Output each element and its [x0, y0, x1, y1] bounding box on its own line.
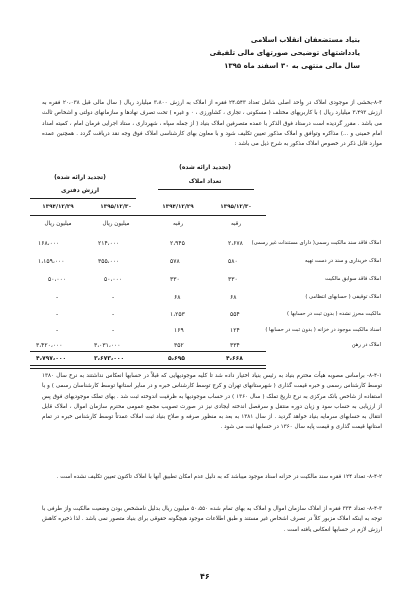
- total-count-1395: ۴،۶۶۸: [226, 355, 243, 362]
- count-group-note: (تجدید ارائه شده): [179, 164, 231, 171]
- total-value-1395: ۳،۶۷۳،۰۰۰: [94, 355, 125, 362]
- cell-count-1394: ۳۳۰: [170, 276, 180, 283]
- cell-value-1394: ۱،۱۵۹،۰۰۰: [38, 258, 65, 265]
- cell-value-1394: ۱۶۸،۰۰۰: [38, 240, 60, 247]
- unit-header-value-1394: میلیون ریال: [44, 221, 72, 227]
- note-paragraph-2: ۸-۴-۲- تعداد ۱۲۴ فقره سند مالکیت در خزانه اسناد موجود میباشد که به دلیل عدم امکان تطبیق آنها با املاک تاکنون تعیین تکلیف نشده است .: [56, 474, 382, 480]
- col-header-value-1394: ۱۳۹۴/۱۲/۲۹: [42, 204, 74, 210]
- unit-header-count-1395: رقبه: [230, 221, 242, 227]
- row-label-mortgaged: املاک در رهن: [351, 342, 381, 348]
- cell-count-1394: ۲،۹۴۵: [170, 240, 185, 247]
- cell-value-1394: ۵۰،۰۰۰: [48, 276, 67, 283]
- cell-value-1395: -: [112, 311, 115, 318]
- cell-count-1395: ۳۳۰: [228, 276, 238, 283]
- unit-header-value-1395: میلیون ریال: [102, 221, 130, 227]
- column-header-rule: [30, 215, 266, 216]
- document-header: [190, 34, 360, 73]
- total-count-1394: ۵،۶۹۵: [168, 355, 185, 362]
- count-group-rule: [158, 189, 254, 190]
- cell-count-1394: ۶۸: [174, 294, 181, 301]
- cell-value-1395: ۵۰،۰۰۰: [104, 276, 123, 283]
- value-group-header: ارزش دفتری: [60, 187, 100, 194]
- cell-value-1395: ۳،۰۳۱،۰۰۰: [94, 342, 121, 349]
- col-header-count-1394: ۱۳۹۴/۱۲/۲۹: [162, 204, 194, 210]
- row-label-seized: املاک توقیفی ( حسابهای انتظامی ): [305, 294, 381, 300]
- row-label-no-ownership-record: املاک فاقد سوابق مالکیت: [325, 276, 381, 282]
- report-title: یادداشتهای توضیحی صورتهای مالی تلفیقی: [209, 49, 360, 57]
- cell-count-1395: ۲،۶۷۸: [228, 240, 243, 247]
- cell-count-1394: ۳۵۲: [174, 342, 184, 349]
- cell-count-1395: ۱۲۴: [230, 327, 240, 334]
- row-label-informal-deeds: املاک فاقد سند مالکیت رسمی( دارای مستندات غیر رسمی): [251, 240, 381, 246]
- note-paragraph-1: ۸-۴-۱- براساس مصوبه هیأت محترم بنیاد به رئیس بنیاد اختیار داده شد تا کلیه موجودیهایی که قبلاً در حسابها انعکاس نداشتند به نرخ سال ۱۳۸۰ توسط کارشناس رسمی و خبره قیمت گذاری ( شهرستانهای تهران و کرج توسط کارشناس خبره و در سایر استانها توسط کارشناسان رسمی ) و با استفاده از شاخص بانک مرکزی به نرخ تاریخ تملک ( سال ۱۳۶۰ ) در حساب موجودیها به ظرفیت اندوخته ثبت شد . بهای تملک موجودیهای فوق پس از ارزیابی به حساب سود و زیان دوره منتقل و سرفصل اندخته ایجادی نیز در صورت تصویب مجمع عمومی محترم سازمان اموال ، املاک قابل انتقال به حسابهای سرمایه بنیاد خواهد گردید . از سال ۱۳۸۱ به بعد به منظور صرفه و صلاح بنیاد ثبت املاک عمدتاً توسط کارشناس خبره در تمام استانها قیمت گذاری و قیمت پایه سال ۱۳۶۰ در حسابها ثبت می شود .: [42, 373, 382, 431]
- cell-count-1394: ۱،۲۵۳: [170, 311, 185, 318]
- cell-count-1395: ۵۵۴: [230, 311, 240, 318]
- cell-value-1395: -: [112, 327, 115, 334]
- count-group-header: تعداد املاک: [188, 178, 222, 185]
- cell-count-1395: ۳۳۴: [230, 342, 240, 349]
- cell-value-1394: -: [56, 327, 59, 334]
- cell-value-1395: -: [112, 294, 115, 301]
- cell-value-1395: ۳۵۵،۰۰۰: [98, 258, 120, 265]
- cell-count-1394: ۱۶۹: [174, 327, 184, 334]
- fiscal-period: سال مالی منتهی به ۳۰ اسفند ماه ۱۳۹۵: [224, 62, 360, 70]
- cell-value-1395: ۲۱۴،۰۰۰: [98, 240, 120, 247]
- cell-value-1394: ۳،۴۲۰،۰۰۰: [36, 342, 63, 349]
- note-paragraph-3: ۸-۴-۳- تعداد ۳۳۴ فقره از املاک سازمان اموال و املاک به بهای تمام شده ۵۰،۵۵۰ میلیون ریال بدلیل نامشخص بودن وضعیت مالکیت واز طرفی با توجه به اینکه املاک مزبور کلاً در تصرف اشخاص غیر مستند و طبق اطلاعات موجود هیچگونه حقوقی برای بنیاد متصور نمی باشد . لذا ذخیره کاهش ارزش لازم در حسابها انعکاس یافته است .: [42, 506, 382, 533]
- col-header-value-1395: ۱۳۹۵/۱۲/۳۰: [100, 204, 132, 210]
- cell-value-1394: -: [56, 294, 59, 301]
- page-number: ۴۶: [200, 572, 210, 581]
- row-label-unverified-ownership: مالکیت محرز نشده ( بدون ثبت در حسابها ): [287, 311, 381, 317]
- row-label-purchased-pending: املاک خریداری و سند در دست تهیه: [305, 258, 381, 264]
- cell-count-1395: ۶۸: [230, 294, 237, 301]
- totals-top-rule: [30, 351, 266, 352]
- value-group-rule: [30, 198, 136, 199]
- cell-count-1395: ۵۸۰: [228, 258, 238, 265]
- value-group-note: (تجدید ارائه شده): [54, 174, 106, 181]
- organization-name: بنیاد مستضعفان انقلاب اسلامی: [250, 36, 360, 44]
- col-header-count-1395: ۱۳۹۵/۱۲/۳۰: [220, 204, 252, 210]
- totals-double-rule: [30, 365, 266, 369]
- total-value-1394: ۴،۷۹۷،۰۰۰: [36, 355, 67, 362]
- row-label-deeds-in-treasury: اسناد مالکیت موجود در خزانه ( بدون ثبت در حسابها ): [265, 327, 381, 333]
- note-paragraph-intro: ۸-۴-بخشی از موجودی املاک در واحد اصلی شامل تعداد ۲۴،۵۴۳ فقره از املاک به ارزش ۳،۸۰۰ میلیارد ریال ( سال مالی قبل ۲۰،۰۳۸ فقره به ارزش ۳،۴۹۳ میلیارد ریال ) با کاربریهای مختلف ( مسکونی ، تجاری ، کشاورزی ، ۰ و غیره ) تحت تصرف نهادها و سازمانهای دولتی و اشخاص ثالث می باشد . مقرر گردیده است درستاد فوق الذکر با عمده متصرفین املاک بنیاد ( از جمله سپاه ، شهرداری ، ستاد اجرایی فرمان امام ، کمیته امداد امام خمینی و ...) مذاکره وتوافق و املاک مذکور تعیین تکلیف شود و با معاون بهای کارشناسی املاک فوق وجه نقد دریافت گردد . همچنین عمده موارد قابل ذکر در خصوص املاک مذکور به شرح ذیل می باشد :: [42, 100, 382, 148]
- unit-header-count-1394: رقبه: [172, 221, 184, 227]
- cell-count-1394: ۵۷۸: [170, 258, 180, 265]
- cell-value-1394: -: [56, 311, 59, 318]
